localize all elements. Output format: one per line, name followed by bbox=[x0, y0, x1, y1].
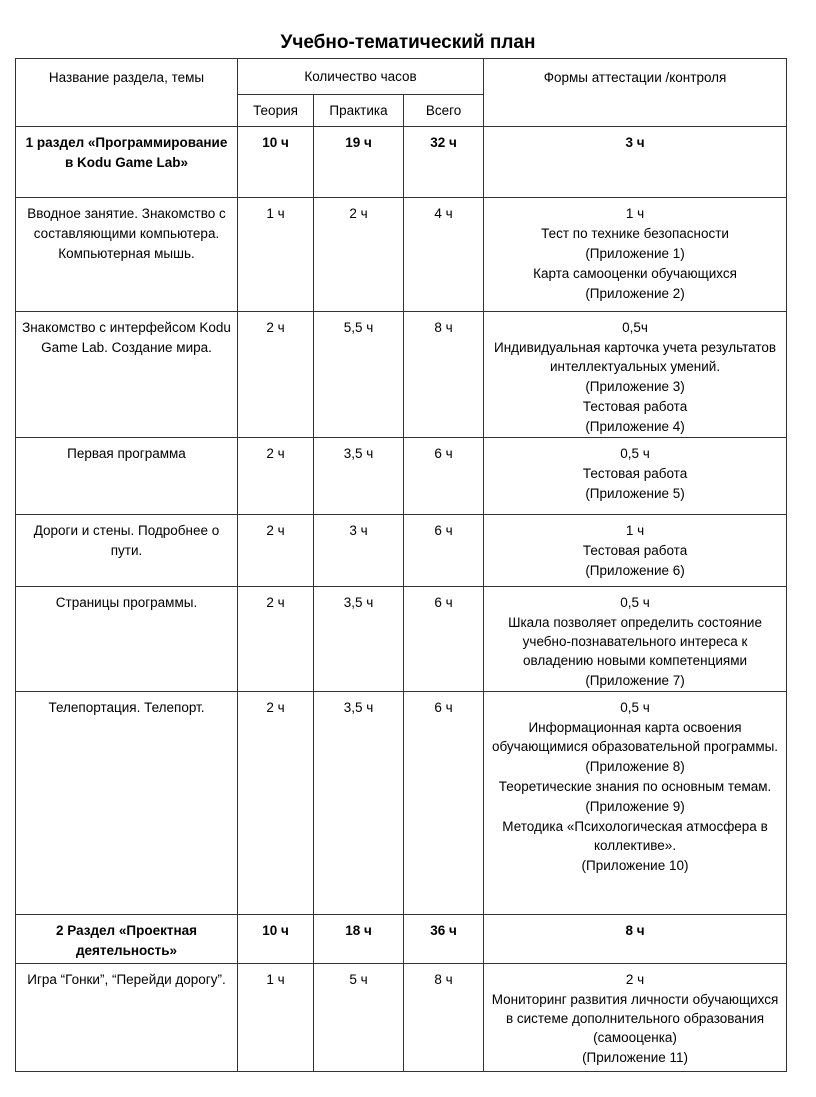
forms-line: 0,5 ч bbox=[620, 595, 650, 610]
cell-total: 6 ч bbox=[404, 692, 484, 915]
cell-theory: 1 ч bbox=[238, 198, 314, 312]
cell-total: 4 ч bbox=[404, 198, 484, 312]
cell-total: 32 ч bbox=[404, 127, 484, 198]
forms-line: Мониторинг развития личности обучающихся в системе дополнительного образования (самооценка) bbox=[491, 992, 779, 1045]
cell-practice: 5,5 ч bbox=[314, 312, 404, 438]
forms-line: Теоретические знания по основным темам. bbox=[498, 779, 772, 794]
forms-line: 3 ч bbox=[625, 135, 645, 150]
header-total: Всего bbox=[404, 95, 484, 127]
cell-practice: 5 ч bbox=[314, 964, 404, 1072]
cell-forms bbox=[484, 127, 787, 198]
cell-name: Дороги и стены. Подробнее о пути. bbox=[16, 515, 238, 587]
section-row bbox=[16, 915, 787, 964]
cell-forms bbox=[484, 198, 787, 312]
forms-line: Карта самооценки обучающихся bbox=[533, 266, 737, 281]
forms-line: Информационная карта освоения обучающимися образовательной программы. bbox=[491, 720, 779, 754]
cell-practice: 2 ч bbox=[314, 198, 404, 312]
header-hours: Количество часов bbox=[238, 59, 484, 95]
forms-line: Шкала позволяет определить состояние учебно-познавательного интереса к овладению новыми компетенциями bbox=[508, 615, 762, 668]
forms-line: 2 ч bbox=[625, 972, 645, 987]
cell-total: 6 ч bbox=[404, 515, 484, 587]
cell-forms bbox=[484, 692, 787, 915]
forms-line: (Приложение 6) bbox=[585, 563, 685, 578]
cell-name: 2 Раздел «Проектная деятельность» bbox=[16, 915, 238, 964]
forms-line: Тестовая работа bbox=[582, 399, 688, 414]
forms-line: Тест по технике безопасности bbox=[541, 226, 729, 241]
cell-name: Телепортация. Телепорт. bbox=[16, 692, 238, 915]
cell-name: 1 раздел «Программирование в Kodu Game Lab» bbox=[16, 127, 238, 198]
cell-name: Первая программа bbox=[16, 438, 238, 515]
forms-line: (Приложение 11) bbox=[582, 1050, 688, 1065]
cell-name: Страницы программы. bbox=[16, 587, 238, 692]
forms-line: 0,5 ч bbox=[620, 446, 650, 461]
forms-line: (Приложение 3) bbox=[585, 379, 685, 394]
forms-line: (Приложение 10) bbox=[581, 858, 689, 873]
cell-forms bbox=[484, 964, 787, 1072]
cell-practice: 3 ч bbox=[314, 515, 404, 587]
forms-line: (Приложение 8) bbox=[585, 759, 685, 774]
cell-total: 6 ч bbox=[404, 587, 484, 692]
topic-row bbox=[16, 692, 787, 915]
forms-line: 0,5ч bbox=[622, 320, 648, 335]
cell-forms bbox=[484, 587, 787, 692]
forms-line: 1 ч bbox=[625, 523, 645, 538]
cell-theory: 2 ч bbox=[238, 587, 314, 692]
cell-theory: 2 ч bbox=[238, 515, 314, 587]
cell-practice: 19 ч bbox=[314, 127, 404, 198]
forms-line: 8 ч bbox=[625, 923, 645, 938]
cell-practice: 3,5 ч bbox=[314, 438, 404, 515]
cell-theory: 2 ч bbox=[238, 438, 314, 515]
forms-line: 1 ч bbox=[625, 206, 645, 221]
cell-total: 8 ч bbox=[404, 312, 484, 438]
cell-name: Вводное занятие. Знакомство с составляющими компьютера. Компьютерная мышь. bbox=[16, 198, 238, 312]
forms-line: Тестовая работа bbox=[582, 466, 688, 481]
plan-table bbox=[15, 58, 787, 1072]
topic-row bbox=[16, 515, 787, 587]
forms-line: (Приложение 2) bbox=[585, 286, 685, 301]
cell-practice: 3,5 ч bbox=[314, 587, 404, 692]
cell-name: Игра “Гонки”, “Перейди дорогу”. bbox=[16, 964, 238, 1072]
topic-row bbox=[16, 587, 787, 692]
forms-line: Методика «Психологическая атмосфера в коллективе». bbox=[502, 819, 768, 853]
cell-total: 6 ч bbox=[404, 438, 484, 515]
cell-forms bbox=[484, 915, 787, 964]
cell-forms bbox=[484, 515, 787, 587]
cell-total: 8 ч bbox=[404, 964, 484, 1072]
forms-line: (Приложение 1) bbox=[585, 246, 685, 261]
forms-line: Тестовая работа bbox=[582, 543, 688, 558]
cell-name: Знакомство с интерфейсом Kodu Game Lab. Создание мира. bbox=[16, 312, 238, 438]
section-row bbox=[16, 127, 787, 198]
forms-line: (Приложение 9) bbox=[585, 799, 685, 814]
cell-theory: 2 ч bbox=[238, 692, 314, 915]
header-theory: Теория bbox=[238, 95, 314, 127]
forms-line: Индивидуальная карточка учета результатов интеллектуальных умений. bbox=[494, 340, 777, 374]
cell-practice: 3,5 ч bbox=[314, 692, 404, 915]
topic-row bbox=[16, 964, 787, 1072]
header-forms: Формы аттестации /контроля bbox=[484, 59, 787, 127]
header-practice: Практика bbox=[314, 95, 404, 127]
cell-forms bbox=[484, 438, 787, 515]
forms-line: (Приложение 5) bbox=[585, 486, 685, 501]
forms-line: 0,5 ч bbox=[620, 700, 650, 715]
forms-line: (Приложение 7) bbox=[585, 673, 685, 688]
cell-forms bbox=[484, 312, 787, 438]
cell-theory: 1 ч bbox=[238, 964, 314, 1072]
cell-theory: 10 ч bbox=[238, 915, 314, 964]
header-row bbox=[16, 59, 787, 95]
page-title: Учебно-тематический план bbox=[280, 32, 536, 53]
topic-row bbox=[16, 438, 787, 515]
cell-theory: 2 ч bbox=[238, 312, 314, 438]
cell-total: 36 ч bbox=[404, 915, 484, 964]
forms-line: (Приложение 4) bbox=[585, 419, 685, 434]
topic-row bbox=[16, 198, 787, 312]
cell-theory: 10 ч bbox=[238, 127, 314, 198]
cell-practice: 18 ч bbox=[314, 915, 404, 964]
topic-row bbox=[16, 312, 787, 438]
header-name: Название раздела, темы bbox=[16, 59, 238, 127]
